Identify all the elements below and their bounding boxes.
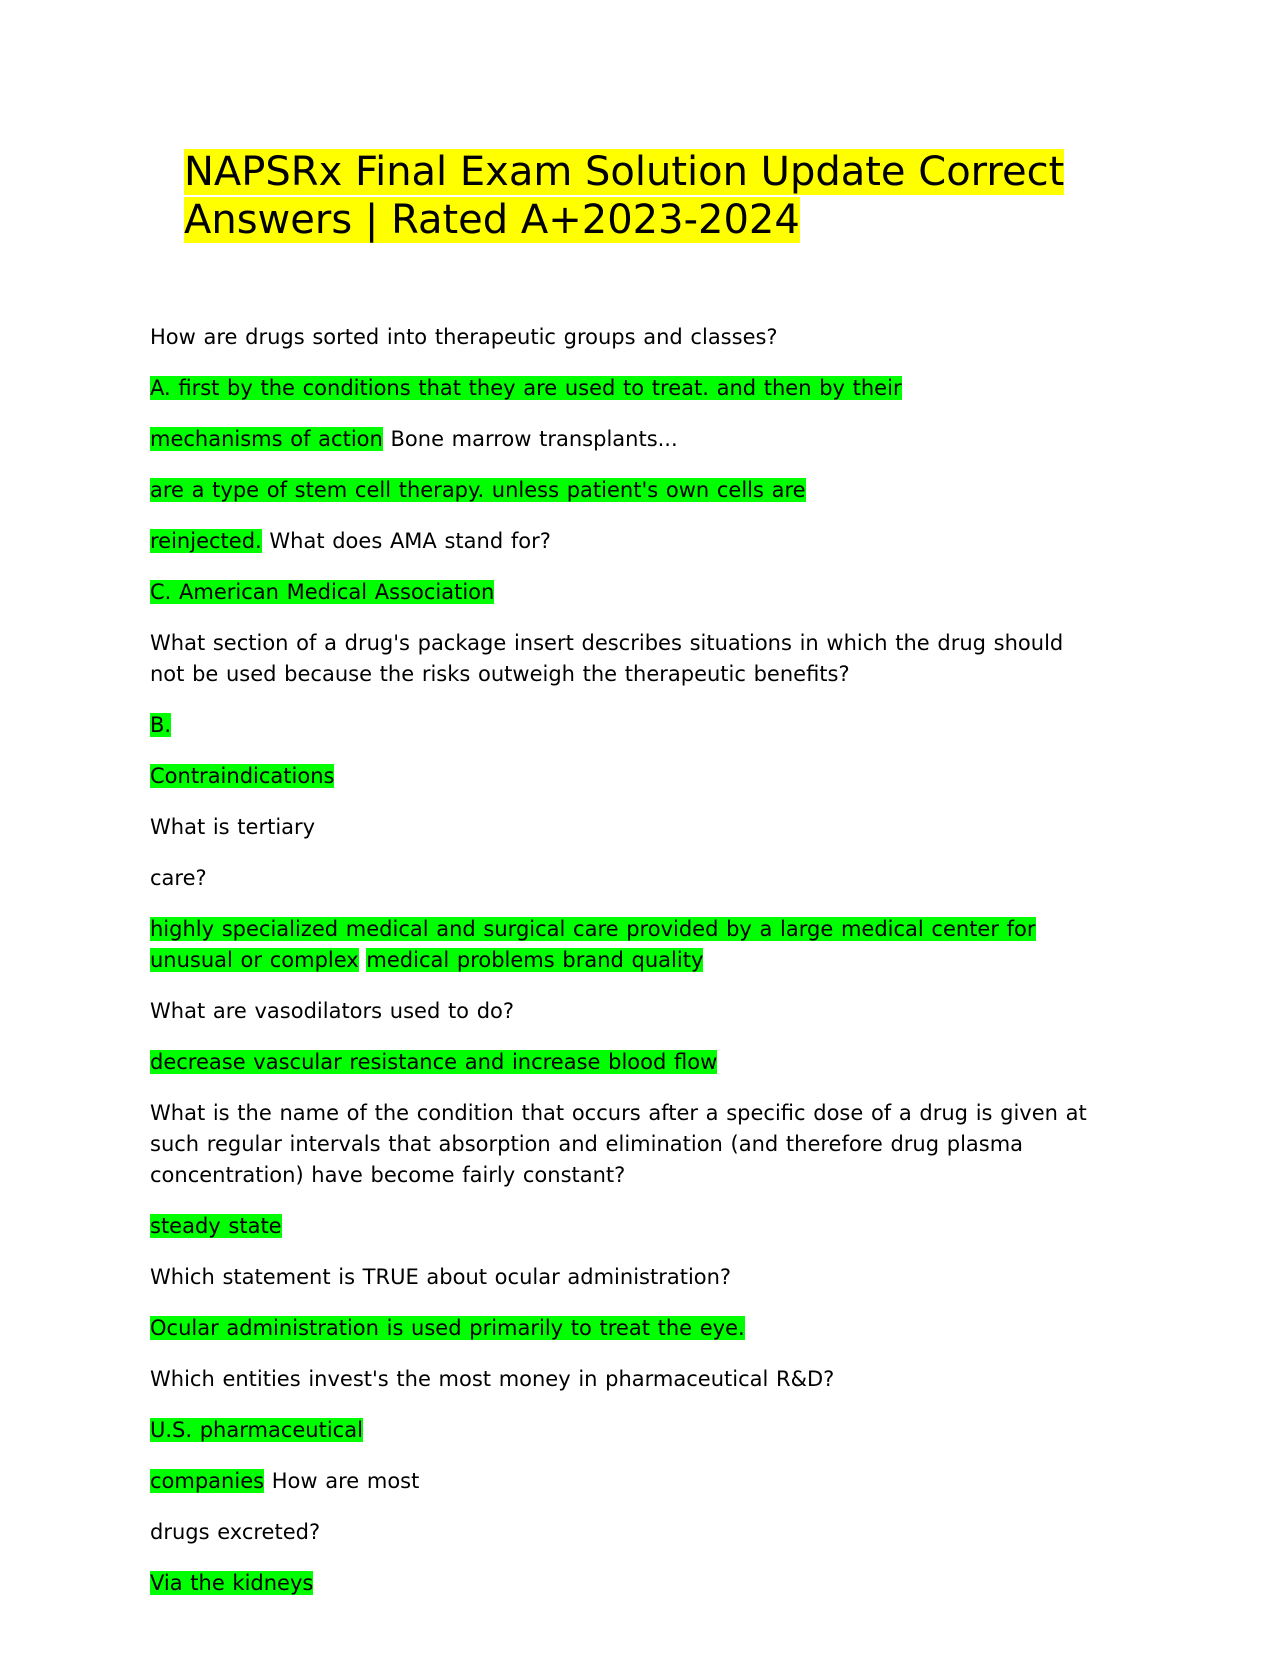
paragraph [150,914,1090,976]
question-text: What does AMA stand for? [261,529,551,553]
answer-text: steady state [150,1214,282,1238]
paragraph [150,1364,1090,1395]
question-text: How are drugs sorted into therapeutic groups and classes? [150,325,778,349]
answer-text: Contraindications [150,764,335,788]
question-text: What section of a drug's package insert describes situations in which the drug should not be used because the risks outweigh the therapeutic benefits? [150,631,1064,686]
paragraph [150,812,1090,843]
paragraph [150,373,1090,404]
answer-text: Ocular administration is used primarily to treat the eye. [150,1316,745,1340]
document-body [150,322,1090,1619]
paragraph [150,1262,1090,1293]
paragraph [150,577,1090,608]
paragraph [150,761,1090,792]
paragraph [150,1047,1090,1078]
paragraph [150,1568,1090,1599]
answer-text: companies [150,1469,265,1493]
answer-text: decrease vascular resistance and increase blood flow [150,1050,718,1074]
answer-text: A. first by the conditions that they are used to treat. and then by their [150,376,902,400]
question-text: Which entities invest's the most money in pharmaceutical R&D? [150,1367,835,1391]
answer-text: mechanisms of action [150,427,383,451]
question-text: What is tertiary [150,815,316,839]
answer-text: are a type of stem cell therapy. unless patient's own cells are [150,478,806,502]
document-title [184,148,1084,244]
paragraph [150,1415,1090,1446]
paragraph [150,1313,1090,1344]
paragraph [150,475,1090,506]
answer-text: B. [150,713,172,737]
paragraph [150,1098,1090,1191]
answer-text: U.S. pharmaceutical [150,1418,363,1442]
paragraph [150,526,1090,557]
question-text: What are vasodilators used to do? [150,999,515,1023]
answer-text: Via the kidneys [150,1571,314,1595]
question-text: drugs excreted? [150,1520,321,1544]
paragraph [150,1517,1090,1548]
question-text: What is the name of the condition that occurs after a specific dose of a drug is given at such regular intervals that absorption and elimination (and therefore drug plasma concentration) have become fairly constant? [150,1101,1087,1187]
paragraph [150,996,1090,1027]
paragraph [150,1466,1090,1497]
paragraph [150,1211,1090,1242]
answer-text: highly specialized medical and surgical care provided by a large medical center for unusual or complex [150,917,1036,972]
question-text: Bone marrow transplants... [382,427,678,451]
question-text: care? [150,866,207,890]
paragraph [150,628,1090,690]
paragraph [150,863,1090,894]
paragraph [150,424,1090,455]
paragraph [150,710,1090,741]
question-text: Which statement is TRUE about ocular administration? [150,1265,732,1289]
paragraph [150,322,1090,353]
answer-text: reinjected. [150,529,262,553]
document-title-text: NAPSRx Final Exam Solution Update Correct Answers | Rated A+2023-2024 [184,149,1065,243]
question-text: How are most [264,1469,420,1493]
answer-text: C. American Medical Association [150,580,495,604]
answer-text: medical problems brand quality [366,948,704,972]
